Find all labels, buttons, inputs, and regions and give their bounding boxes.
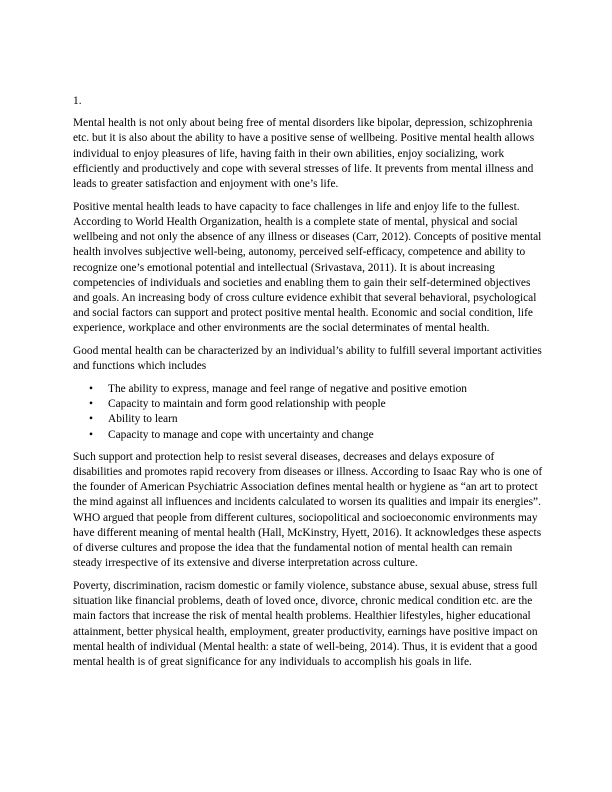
bullet-icon: •	[89, 382, 93, 395]
document-body	[73, 94, 543, 678]
paragraph-characteristics-intro: Good mental health can be characterized by an individual’s ability to fulfill several important activities and functions which includes	[73, 345, 542, 373]
paragraph-positive-mental-health: Positive mental health leads to have capacity to face challenges in life and enjoy life to the fullest. According to World Health Organization, health is a complete state of mental, physical and social wellbeing and not only the absence of any illness or diseases (Carr, 2012). Concepts of positive mental health involves subjective well-being, autonomy, perceived self-efficacy, competence and ability to recognize one’s emotional potential and intellectual (Srivastava, 2011). It is about increasing competencies of individuals and societies and enabling them to gain their self-determined objectives and goals. An increasing body of cross culture evidence exhibit that several behavioral, psychological and social factors can support and protect positive mental health. Economic and social condition, life experience, workplace and other environments are the social determinates of mental health.	[73, 200, 542, 335]
list-item	[73, 428, 543, 443]
paragraph-risk-factors: Poverty, discrimination, racism domestic or family violence, substance abuse, sexual abuse, stress full situation like financial problems, death of loved once, divorce, chronic medical condition etc. are the main factors that increase the risk of mental health problems. Healthier lifestyles, higher educational attainment, better physical health, employment, greater productivity, earnings have positive impact on mental health of individual (Mental health: a state of well-being, 2014). Thus, it is evident that a good mental health is of great significance for any individuals to accomplish his goals in life.	[73, 579, 538, 668]
list-item-text: The ability to express, manage and feel range of negative and positive emotion	[108, 382, 467, 395]
paragraph-support-protection: Such support and protection help to resist several diseases, decreases and delays exposure of disabilities and promotes rapid recovery from diseases or illness. According to Isaac Ray who is one of the founder of American Psychiatric Association defines mental health or hygiene as “an art to protect the mind against all influences and incidents calculated to worsen its qualities and impair its energies”. WHO argued that people from different cultures, sociopolitical and socioeconomic environments may have different meaning of mental health (Hall, McKinstry, Hyett, 2016). It acknowledges these aspects of diverse cultures and propose the idea that the fundamental notion of mental health can remain steady irrespective of its extensive and diverse interpretation across culture.	[73, 450, 543, 570]
list-item	[73, 397, 543, 412]
list-item-text: Ability to learn	[108, 413, 178, 426]
bullet-icon: •	[89, 428, 93, 441]
section-number: 1.	[73, 95, 82, 107]
list-item	[73, 382, 543, 397]
list-item-text: Capacity to maintain and form good relationship with people	[108, 398, 386, 411]
paragraph-definition: Mental health is not only about being free of mental disorders like bipolar, depression, schizophrenia etc. but it is also about the ability to have a positive sense of wellbeing. Positive mental health allows individual to enjoy pleasures of life, having faith in their own abilities, enjoy socializing, work efficiently and productively and cope with several stresses of life. It prevents from mental illness and leads to greater satisfaction and enjoyment with one’s life.	[73, 117, 535, 191]
list-item-text: Capacity to manage and cope with uncertainty and change	[108, 428, 374, 441]
bullet-icon: •	[89, 398, 93, 411]
bullet-icon: •	[89, 413, 93, 426]
characteristics-list	[73, 382, 543, 443]
list-item	[73, 412, 543, 427]
